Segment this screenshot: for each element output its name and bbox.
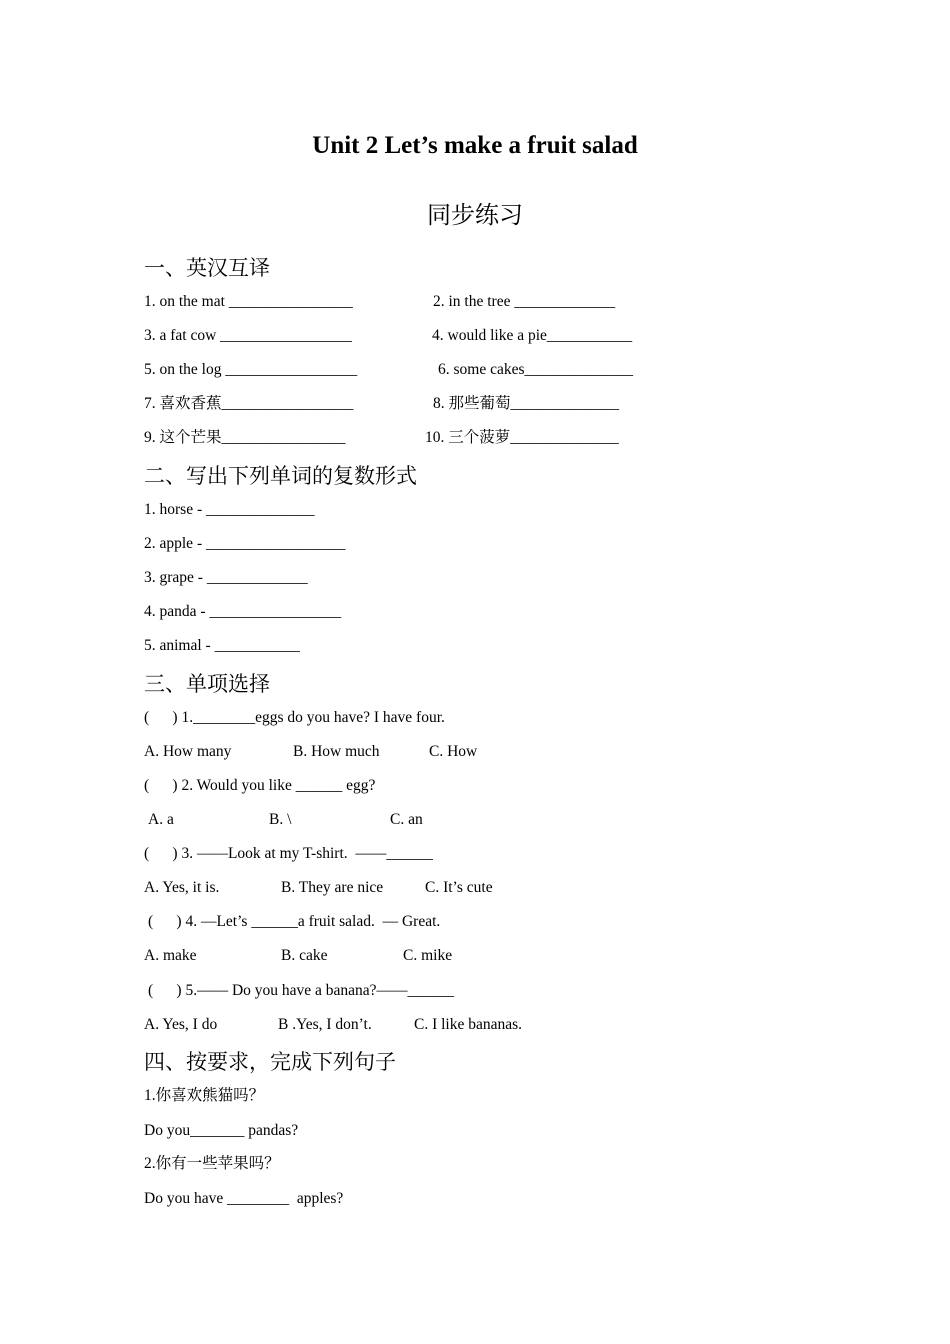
- plural-item-3: 3. grape - _____________: [144, 569, 308, 586]
- question-2-option-c: C. an: [390, 811, 423, 828]
- section4-heading: 四、按要求，完成下列句子: [144, 1050, 396, 1074]
- sentence-2-chinese: 2.你有一些苹果吗？: [144, 1155, 280, 1172]
- question-4-stem: ( ) 4. —Let’s ______a fruit salad. — Great.: [148, 913, 441, 930]
- question-5-option-b: B .Yes, I don’t.: [278, 1016, 372, 1033]
- question-3-option-c: C. It’s cute: [425, 879, 493, 896]
- page-title: Unit 2 Let’s make a fruit salad: [312, 132, 638, 159]
- section3-heading: 三、单项选择: [144, 672, 270, 696]
- question-4-option-a: A. make: [144, 947, 197, 964]
- question-3-stem: ( ) 3. ——Look at my T-shirt. ——______: [144, 845, 433, 862]
- translation-item-6: 6. some cakes______________: [438, 361, 634, 378]
- sentence-1-english: Do you_______ pandas?: [144, 1122, 299, 1139]
- sentence-2-english: Do you have ________ apples?: [144, 1190, 344, 1207]
- question-1-option-c: C. How: [429, 743, 478, 760]
- translation-item-9: 9. 这个芒果________________: [144, 429, 346, 446]
- plural-item-4: 4. panda - _________________: [144, 603, 342, 620]
- question-5-option-a: A. Yes, I do: [144, 1016, 218, 1033]
- sentence-1-chinese: 1.你喜欢熊猫吗？: [144, 1087, 265, 1104]
- question-2-option-a: A. a: [148, 811, 174, 828]
- translation-item-3: 3. a fat cow _________________: [144, 327, 352, 344]
- section2-heading: 二、写出下列单词的复数形式: [144, 464, 417, 488]
- question-1-option-b: B. How much: [293, 743, 380, 760]
- plural-item-5: 5. animal - ___________: [144, 637, 300, 654]
- translation-item-10: 10. 三个菠萝______________: [425, 429, 619, 446]
- question-5-stem: ( ) 5.—— Do you have a banana?——______: [148, 982, 455, 999]
- question-4-option-b: B. cake: [281, 947, 328, 964]
- translation-item-8: 8. 那些葡萄______________: [433, 395, 620, 412]
- question-5-option-c: C. I like bananas.: [414, 1016, 523, 1033]
- translation-item-2: 2. in the tree _____________: [433, 293, 616, 310]
- question-4-option-c: C. mike: [403, 947, 453, 964]
- translation-item-4: 4. would like a pie___________: [432, 327, 633, 344]
- plural-item-2: 2. apple - __________________: [144, 535, 346, 552]
- translation-item-1: 1. on the mat ________________: [144, 293, 353, 310]
- question-1-stem: ( ) 1.________eggs do you have? I have four.: [144, 709, 445, 726]
- page-subtitle: 同步练习: [427, 203, 523, 229]
- question-3-option-a: A. Yes, it is.: [144, 879, 220, 896]
- question-2-stem: ( ) 2. Would you like ______ egg?: [144, 777, 376, 794]
- question-1-option-a: A. How many: [144, 743, 232, 760]
- translation-item-7: 7. 喜欢香蕉_________________: [144, 395, 354, 412]
- question-3-option-b: B. They are nice: [281, 879, 384, 896]
- plural-item-1: 1. horse - ______________: [144, 501, 315, 518]
- section1-heading: 一、英汉互译: [144, 256, 270, 280]
- translation-item-5: 5. on the log _________________: [144, 361, 358, 378]
- question-2-option-b: B. \: [269, 811, 292, 828]
